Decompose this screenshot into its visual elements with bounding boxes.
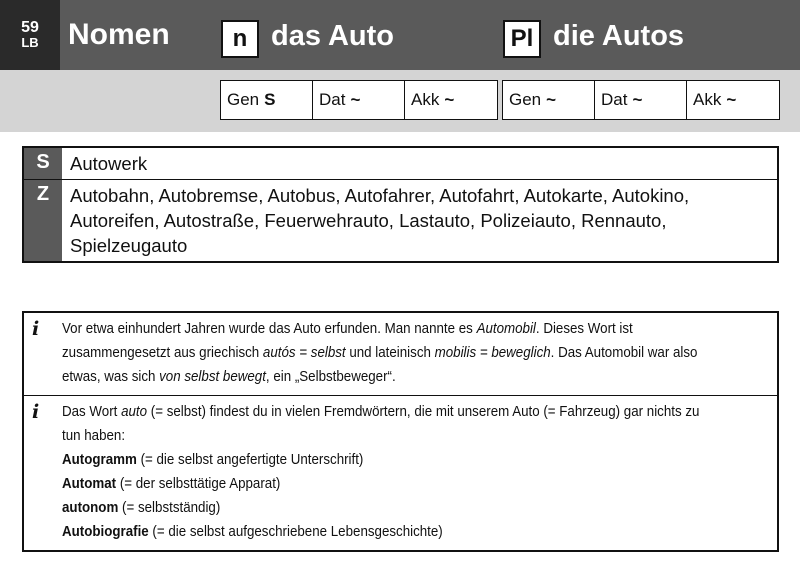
case-cell-akk [405,81,497,119]
case-label: Gen [509,90,542,109]
compound-z-row [24,179,777,261]
case-ending: ~ [350,90,361,109]
case-ending: ~ [726,90,737,109]
text-span: (= selbst) findest du in vielen Fremdwörtern, die mit unserem Auto (= Fahrzeug) gar nichts zu tun haben: [62,404,700,444]
case-label: Akk [693,90,722,109]
term: Automat [62,476,117,492]
definition: (= die selbst angefertigte Unterschrift) [136,452,364,468]
info-icon: i [32,318,40,340]
term: autonom [62,500,119,516]
text-span: Das Wort [62,404,122,420]
case-label: Dat [319,90,346,109]
case-label: Dat [601,90,628,109]
text-span: . Das Automobil war also etwas, was sich [62,345,698,385]
case-cell-dat [595,81,687,119]
z-text: Autobahn, Autobremse, Autobus, Autofahrer, Autofahrt, Autokarte, Autokino, Autoreifen, Autostraße, Feuerwehrauto, Lastauto, Polizeiauto, Rennauto, Spielzeugauto [70,185,690,256]
info-row-1 [24,313,777,395]
singular-word: das Auto [271,20,394,52]
header-bar [0,0,800,70]
plural-case-table [502,80,780,120]
definition: (= die selbst aufgeschriebene Lebensgeschichte) [148,524,443,540]
text-span: . Dieses Wort ist zusammengesetzt aus griechisch [62,321,633,361]
badge-code: LB [21,35,39,50]
definition: (= selbstständig) [118,500,221,516]
emphasis: mobilis = beweglich [434,345,551,361]
page-badge [0,0,60,70]
case-ending: ~ [444,90,455,109]
compound-box [22,146,779,263]
badge-number: 59 [21,19,39,36]
info-text-1 [62,317,714,389]
compound-s-row [24,148,777,179]
info-icon: i [32,401,40,423]
text-span: , ein „Selbstbeweger“. [265,369,396,385]
info-text-2 [62,400,714,544]
text-span: und lateinisch [345,345,435,361]
case-cell-akk [687,81,779,119]
emphasis: von selbst bewegt [159,369,266,385]
case-cell-gen [221,81,313,119]
info-row-2 [24,395,777,550]
case-label: Akk [411,90,440,109]
emphasis: autós = selbst [262,345,346,361]
definition: (= der selbsttätige Apparat) [116,476,281,492]
term: Autogramm [62,452,137,468]
singular-gender-tag: n [221,20,259,58]
plural-word: die Autos [553,20,685,52]
case-ending: ~ [632,90,643,109]
s-tag: S [24,148,62,179]
emphasis: auto [121,404,148,420]
case-cell-dat [313,81,405,119]
case-ending: ~ [546,90,557,109]
s-text: Autowerk [70,153,148,174]
case-ending: S [264,90,276,109]
case-cell-gen [503,81,595,119]
emphasis: Automobil [476,321,536,337]
case-label: Gen [227,90,260,109]
plural-tag: Pl [503,20,541,58]
text-span: Vor etwa einhundert Jahren wurde das Auto erfunden. Man nannte es [62,321,477,337]
page-title: Nomen [68,18,170,51]
info-box [22,311,779,552]
term: Autobiografie [62,524,149,540]
z-tag: Z [24,180,62,261]
singular-case-table [220,80,498,120]
